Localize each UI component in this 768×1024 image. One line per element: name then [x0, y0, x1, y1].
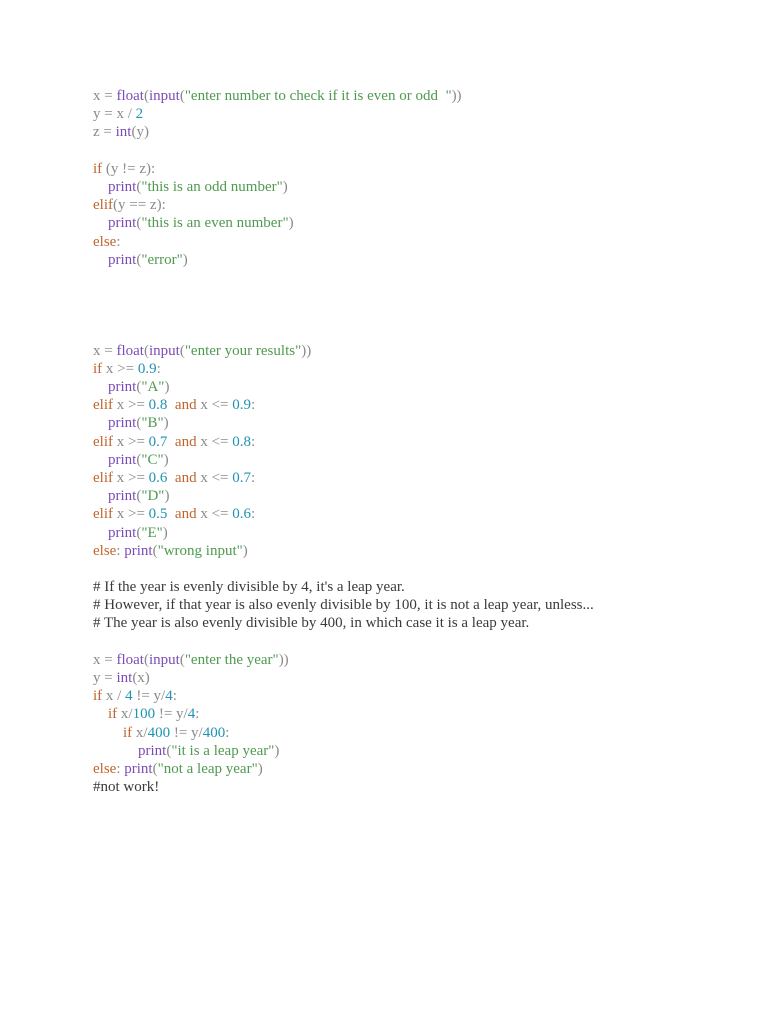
number-token: 2 — [135, 106, 144, 123]
keyword-token: else — [93, 233, 117, 250]
code-line — [93, 214, 733, 232]
keyword-token: elif — [93, 397, 113, 414]
code-text — [93, 725, 123, 741]
code-text: ( — [136, 379, 142, 395]
code-text — [93, 215, 108, 231]
code-text: ) — [242, 542, 248, 559]
code-text: x = — [93, 651, 117, 668]
keyword-token: elif — [93, 433, 113, 450]
code-text: ( — [179, 342, 185, 359]
keyword-token: if — [108, 706, 118, 723]
code-text: : — [116, 233, 121, 250]
code-text: )) — [451, 88, 462, 104]
code-text: ) — [274, 742, 280, 759]
builtin-token: float — [116, 342, 144, 359]
code-line — [93, 614, 733, 632]
number-token: 0.6 — [232, 506, 252, 523]
code-line — [93, 705, 733, 723]
builtin-token: print — [108, 415, 137, 432]
code-text — [93, 706, 108, 722]
code-text: : — [251, 469, 256, 486]
code-text — [167, 397, 175, 413]
code-text: ) — [163, 415, 169, 432]
builtin-token: print — [124, 760, 153, 777]
code-text: ( — [136, 215, 142, 232]
number-token: 0.5 — [148, 506, 168, 523]
code-text: : — [251, 506, 256, 523]
code-text: ( — [166, 742, 172, 759]
builtin-token: float — [116, 88, 144, 104]
code-text: x >= — [102, 360, 138, 377]
keyword-token: and — [174, 433, 197, 450]
code-text: x/ — [132, 724, 148, 741]
code-text: ) — [164, 488, 170, 505]
string-token: "E" — [141, 524, 163, 541]
code-text: ( — [179, 651, 185, 668]
code-line — [93, 487, 733, 505]
string-token: "enter the year" — [184, 651, 279, 668]
number-token: 4 — [165, 688, 173, 705]
code-line — [93, 651, 733, 669]
number-token: 0.9 — [232, 397, 252, 414]
code-text: ( — [143, 651, 149, 668]
code-text: x <= — [196, 506, 233, 523]
comment-text: # However, if that year is also evenly divisible by 100, it is not a leap year, unless... — [93, 597, 594, 614]
number-token: 0.7 — [148, 433, 168, 450]
builtin-token: print — [108, 488, 137, 505]
code-text: x/ — [117, 706, 133, 723]
code-text: (y) — [131, 124, 149, 141]
code-text: x >= — [113, 506, 149, 523]
code-text: : — [116, 760, 125, 777]
blank-line — [93, 269, 733, 287]
blank-line — [93, 560, 733, 578]
number-token: 0.9 — [137, 360, 157, 377]
code-line — [93, 778, 733, 796]
code-text: x <= — [196, 397, 233, 414]
blank-line — [93, 323, 733, 341]
code-line — [93, 687, 733, 705]
code-text: ( — [136, 488, 142, 505]
blank-line — [93, 305, 733, 323]
code-text — [93, 252, 108, 268]
comment-text: # The year is also evenly divisible by 400, in which case it is a leap year. — [93, 615, 530, 632]
builtin-token: print — [138, 742, 167, 759]
string-token: "enter number to check if it is even or odd " — [184, 88, 452, 104]
code-line — [93, 596, 733, 614]
code-text: : — [251, 433, 256, 450]
code-text: x <= — [196, 433, 233, 450]
keyword-token: if — [93, 160, 103, 177]
number-token: 400 — [202, 724, 226, 741]
code-line — [93, 469, 733, 487]
string-token: "A" — [141, 379, 165, 395]
code-text: : — [156, 360, 161, 377]
string-token: "error" — [141, 251, 183, 268]
code-text: : — [251, 397, 256, 414]
builtin-token: print — [108, 215, 137, 232]
code-text: ) — [163, 451, 169, 468]
keyword-token: and — [174, 469, 197, 486]
code-line — [93, 414, 733, 432]
code-text: x = — [93, 342, 117, 359]
code-line — [93, 378, 733, 396]
code-text: ( — [152, 542, 158, 559]
string-token: "D" — [141, 488, 165, 505]
code-line — [93, 123, 733, 141]
code-text — [93, 488, 108, 504]
code-text — [167, 506, 175, 522]
code-text: ) — [257, 760, 263, 777]
code-text — [93, 379, 108, 395]
builtin-token: int — [115, 124, 132, 141]
code-text: ( — [136, 451, 142, 468]
blank-line — [93, 142, 733, 160]
code-line — [93, 505, 733, 523]
code-text: x <= — [196, 469, 233, 486]
code-text — [93, 179, 108, 195]
code-text: ( — [143, 88, 149, 104]
code-text: ( — [136, 524, 142, 541]
string-token: "C" — [141, 451, 164, 468]
code-text: )) — [301, 342, 312, 359]
code-line — [93, 669, 733, 687]
code-text — [167, 434, 175, 450]
code-text: : — [225, 724, 230, 741]
code-text: != y/ — [155, 706, 188, 723]
code-text: x >= — [113, 469, 149, 486]
code-text: y = x / — [93, 106, 136, 123]
code-text — [93, 415, 108, 431]
number-token: 400 — [147, 724, 171, 741]
string-token: "this is an odd number" — [141, 178, 283, 195]
string-token: "B" — [141, 415, 164, 432]
code-line — [93, 542, 733, 560]
code-line — [93, 105, 733, 123]
code-text — [93, 743, 138, 759]
code-text — [93, 525, 108, 541]
code-text: ) — [282, 178, 288, 195]
builtin-token: print — [108, 451, 137, 468]
keyword-token: and — [174, 506, 197, 523]
code-line — [93, 160, 733, 178]
string-token: "enter your results" — [184, 342, 302, 359]
code-line — [93, 433, 733, 451]
code-text: (y != z): — [102, 160, 156, 177]
code-text: ) — [164, 379, 170, 395]
code-text: y = — [93, 670, 117, 686]
builtin-token: print — [108, 524, 137, 541]
code-text: )) — [278, 651, 289, 668]
code-line — [93, 233, 733, 251]
code-text: x / — [102, 688, 126, 705]
code-line — [93, 251, 733, 269]
builtin-token: input — [148, 88, 180, 104]
keyword-token: elif — [93, 469, 113, 486]
code-line — [93, 178, 733, 196]
code-text: != y/ — [170, 724, 203, 741]
builtin-token: input — [148, 651, 180, 668]
code-text: ( — [136, 251, 142, 268]
comment-text: # If the year is evenly divisible by 4, it's a leap year. — [93, 579, 405, 596]
keyword-token: elif — [93, 506, 113, 523]
code-line — [93, 342, 733, 360]
code-text: ( — [143, 342, 149, 359]
code-text: ( — [179, 88, 185, 104]
code-line — [93, 524, 733, 542]
string-token: "it is a leap year" — [171, 742, 275, 759]
keyword-token: if — [123, 724, 133, 741]
keyword-token: and — [174, 397, 197, 414]
keyword-token: elif — [93, 197, 113, 214]
comment-text: #not work! — [93, 779, 160, 796]
code-text: ( — [152, 760, 158, 777]
number-token: 0.8 — [148, 397, 168, 414]
code-line — [93, 360, 733, 378]
code-line — [93, 87, 733, 105]
code-text: x = — [93, 88, 117, 104]
number-token: 0.8 — [232, 433, 252, 450]
builtin-token: print — [124, 542, 153, 559]
code-line — [93, 196, 733, 214]
code-line — [93, 578, 733, 596]
code-text: != y/ — [132, 688, 166, 705]
code-text: ( — [136, 415, 142, 432]
code-text: (y == z): — [113, 197, 166, 214]
builtin-token: float — [116, 651, 144, 668]
builtin-token: int — [116, 670, 133, 686]
code-text: : — [195, 706, 200, 723]
keyword-token: else — [93, 760, 117, 777]
builtin-token: input — [148, 342, 180, 359]
blank-line — [93, 287, 733, 305]
code-text: (x) — [132, 670, 150, 686]
code-text: : — [172, 688, 177, 705]
string-token: "this is an even number" — [141, 215, 289, 232]
code-text: ) — [182, 251, 188, 268]
code-text — [93, 452, 108, 468]
number-token: 100 — [132, 706, 156, 723]
keyword-token: if — [93, 688, 103, 705]
string-token: "not a leap year" — [157, 760, 258, 777]
code-text: ( — [136, 178, 142, 195]
builtin-token: print — [108, 251, 137, 268]
code-line — [93, 724, 733, 742]
code-text: ) — [288, 215, 294, 232]
code-document — [93, 87, 733, 796]
blank-line — [93, 633, 733, 651]
code-line — [93, 396, 733, 414]
number-token: 0.6 — [148, 469, 168, 486]
number-token: 4 — [125, 688, 133, 705]
keyword-token: else — [93, 542, 117, 559]
string-token: "wrong input" — [157, 542, 243, 559]
builtin-token: print — [108, 178, 137, 195]
code-line — [93, 760, 733, 778]
number-token: 0.7 — [232, 469, 252, 486]
code-text: x >= — [113, 433, 149, 450]
code-text: ) — [162, 524, 168, 541]
code-text: z = — [93, 124, 116, 141]
code-text: x >= — [113, 397, 149, 414]
keyword-token: if — [93, 360, 103, 377]
code-line — [93, 451, 733, 469]
code-text: : — [116, 542, 125, 559]
number-token: 4 — [187, 706, 196, 723]
builtin-token: print — [108, 379, 137, 395]
code-line — [93, 742, 733, 760]
code-text — [167, 470, 175, 486]
